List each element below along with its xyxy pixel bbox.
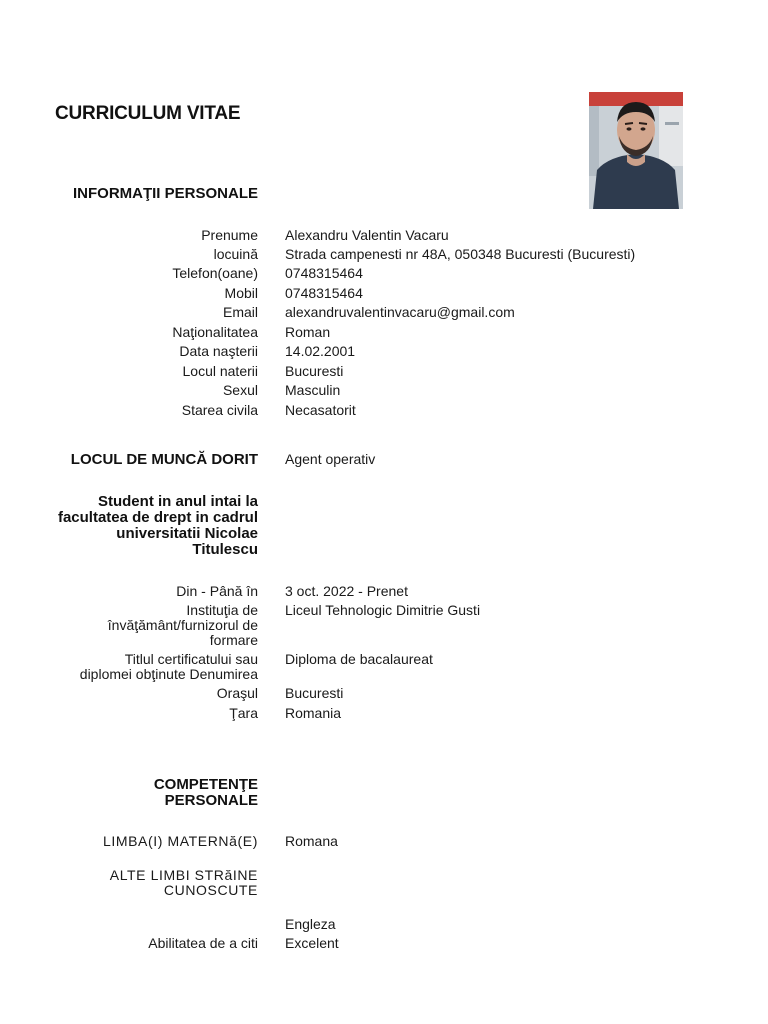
reading-value: Excelent [285, 935, 339, 951]
institution-label-line: formare [209, 632, 258, 648]
other-languages-label [110, 868, 258, 898]
field-value-birthplace: Bucuresti [285, 363, 344, 379]
mother-tongue-label: LIMBA(I) MATERNă(E) [102, 833, 258, 849]
skills-heading [154, 777, 258, 809]
field-value-nationality: Roman [285, 324, 331, 340]
field-label-civil-status: Starea civila [181, 402, 258, 418]
certificate-value: Diploma de bacalaureat [285, 651, 433, 667]
field-label-mobile: Mobil [224, 285, 258, 301]
institution-label-line: învăţământ/furnizorul de [107, 617, 258, 633]
person-portrait-icon [589, 92, 683, 209]
desired-job-value: Agent operativ [285, 451, 376, 467]
institution-value: Liceul Tehnologic Dimitrie Gusti [285, 602, 481, 618]
field-label-nationality: Naţionalitatea [172, 324, 258, 340]
institution-label [108, 603, 258, 648]
field-label-email: Email [222, 304, 258, 320]
country-value: Romania [285, 705, 342, 721]
other-languages-label-line: CUNOSCUTE [163, 882, 258, 898]
institution-label-line: Instituţia de [186, 602, 258, 618]
field-label-firstname: Prenume [201, 227, 258, 243]
city-value: Bucuresti [285, 685, 344, 701]
desired-job-heading: LOCUL DE MUNCĂ DORIT [70, 451, 258, 468]
education-heading-line: universitatii Nicolae [116, 525, 258, 542]
personal-info-heading: INFORMAŢII PERSONALE [72, 185, 258, 202]
city-label: Oraşul [216, 685, 258, 701]
field-label-sex: Sexul [222, 382, 258, 398]
country-label: Ţara [229, 705, 258, 721]
field-value-phone: 0748315464 [285, 265, 363, 281]
certificate-label [80, 652, 258, 682]
reading-label: Abilitatea de a citi [148, 935, 258, 951]
field-label-address: locuină [213, 246, 258, 262]
other-languages-label-line: ALTE LIMBI STRăINE [109, 867, 258, 883]
page-title: CURRICULUM VITAE [55, 103, 241, 124]
field-label-birthplace: Locul naterii [182, 363, 258, 379]
mother-tongue-value: Romana [285, 833, 338, 849]
field-value-firstname: Alexandru Valentin Vacaru [285, 227, 449, 243]
field-value-mobile: 0748315464 [285, 285, 363, 301]
education-heading-line: facultatea de drept in cadrul [57, 509, 258, 526]
education-heading-line: Student in anul intai la [97, 493, 258, 510]
field-value-address: Strada campenesti nr 48A, 050348 Bucuresti (Bucuresti) [285, 246, 636, 262]
skills-heading-line: PERSONALE [164, 792, 258, 809]
field-value-civil-status: Necasatorit [285, 402, 356, 418]
field-label-birthdate: Data naşterii [179, 343, 258, 359]
field-value-sex: Masculin [285, 382, 341, 398]
period-label: Din - Până în [176, 583, 258, 599]
field-label-phone: Telefon(oane) [172, 265, 258, 281]
field-value-birthdate: 14.02.2001 [285, 343, 356, 359]
certificate-label-line: Titlul certificatului sau [124, 651, 258, 667]
skills-heading-line: COMPETENŢE [153, 776, 258, 793]
profile-photo [589, 92, 683, 209]
field-value-email: alexandruvalentinvacaru@gmail.com [285, 304, 515, 320]
period-value: 3 oct. 2022 - Prenet [285, 583, 408, 599]
certificate-label-line: diplomei obţinute Denumirea [79, 666, 258, 682]
education-heading-line: Titulescu [192, 541, 258, 558]
language-name: Engleza [285, 916, 336, 932]
education-heading [58, 494, 258, 558]
